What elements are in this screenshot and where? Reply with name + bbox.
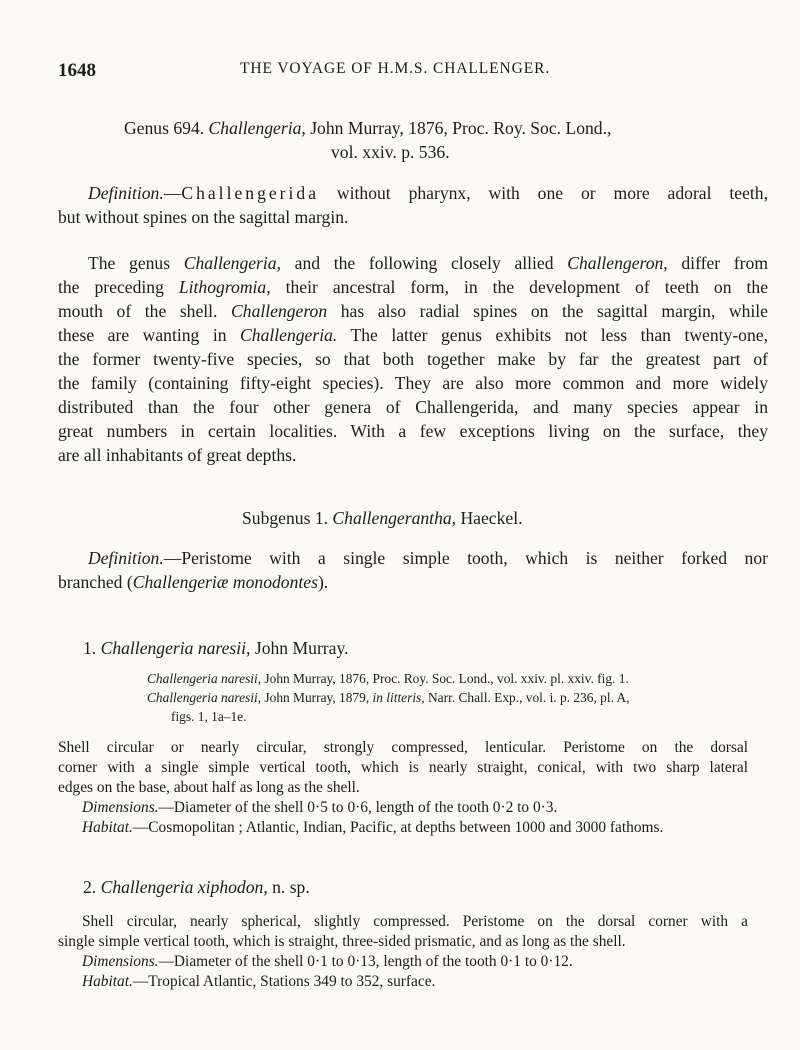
intro-line: the former twenty-five species, so that both together make by far the greatest part of bbox=[58, 349, 768, 369]
species-heading: 1. Challengeria naresii, John Murray. bbox=[83, 638, 349, 658]
species-description: Shell circular or nearly circular, strongly compressed, lenticular. Peristome on the dorsal corner with a single simple vertical tooth, which is nearly straight, conical, with two sharp lateral edges on the base, about half as long as the shell. Dimensions.—Diameter of the shell 0·5 to 0·6, length of the tooth 0·2 to 0·3. Habitat.—Cosmopolitan ; Atlantic, Indian, Pacific, at depths between 1000 and 3000 fathoms. bbox=[58, 739, 748, 836]
habitat-label: Habitat. bbox=[82, 973, 133, 990]
genus-heading bbox=[124, 118, 611, 139]
species-heading: 2. Challengeria xiphodon, n. sp. bbox=[83, 877, 310, 897]
spaced-word: Challengerida bbox=[181, 183, 320, 203]
subgenus-definition: Definition.—Peristome with a single simple tooth, which is neither forked nor branched (Challengeriæ monodontes). bbox=[58, 548, 768, 592]
reference-line: figs. 1, 1a–1e. bbox=[171, 709, 247, 724]
intro-line: distributed than the four other genera of Challengerida, and many species appear in bbox=[58, 397, 768, 417]
genus-definition bbox=[58, 181, 768, 229]
definition-label: Definition. bbox=[88, 548, 164, 568]
definition-dash: — bbox=[163, 183, 182, 203]
species-name: Challengeria naresii, bbox=[100, 638, 251, 658]
intro-line: The genus Challengeria, and the following closely allied Challengeron, differ from bbox=[88, 253, 768, 273]
page-number: 1648 bbox=[58, 60, 96, 81]
intro-line: are all inhabitants of great depths. bbox=[58, 445, 297, 465]
reference-line: Challengeria naresii, John Murray, 1876, Proc. Roy. Soc. Lond., vol. xxiv. pl. xxiv. fig. 1. bbox=[147, 671, 629, 686]
intro-line: great numbers in certain localities. With a few exceptions living on the surface, they bbox=[58, 421, 768, 441]
synonymy-references bbox=[147, 669, 745, 726]
dimensions-label: Dimensions. bbox=[82, 799, 159, 816]
dimensions-label: Dimensions. bbox=[82, 953, 159, 970]
genus-citation-line2: vol. xxiv. p. 536. bbox=[331, 142, 450, 162]
intro-line: the preceding Lithogromia, their ancestral form, in the development of teeth on the bbox=[58, 277, 769, 297]
intro-line: these are wanting in Challengeria. The latter genus exhibits not less than twenty-one, bbox=[58, 325, 768, 345]
habitat-label: Habitat. bbox=[82, 819, 133, 836]
intro-paragraph bbox=[58, 251, 768, 467]
genus-citation: , John Murray, 1876, Proc. Roy. Soc. Lond., bbox=[301, 118, 612, 138]
species-description: Shell circular, nearly spherical, slightly compressed. Peristome on the dorsal corner with a single simple vertical tooth, which is straight, three-sided prismatic, and as long as the shell. Dimensions.—Diameter of the shell 0·1 to 0·13, length of the tooth 0·1 to 0·12. Habitat.—Tropical Atlantic, Stations 349 to 352, surface. bbox=[58, 913, 748, 990]
subgenus-name: Challengerantha, bbox=[332, 508, 457, 528]
intro-line: mouth of the shell. Challengeron has also radial spines on the sagittal margin, while bbox=[58, 301, 768, 321]
running-title: THE VOYAGE OF H.M.S. CHALLENGER. bbox=[240, 60, 551, 77]
definition-line2: but without spines on the sagittal margin. bbox=[58, 207, 349, 227]
definition-line1: without pharynx, with one or more adoral teeth, bbox=[319, 183, 768, 203]
subgenus-heading: Subgenus 1. Challengerantha, Haeckel. bbox=[242, 508, 523, 528]
intro-line: the family (containing fifty-eight species). They are also more common and more widely bbox=[58, 373, 768, 393]
species-name: Challengeria xiphodon, bbox=[100, 877, 268, 897]
definition-label: Definition. bbox=[88, 183, 164, 203]
reference-line: Challengeria naresii, John Murray, 1879, in litteris, Narr. Chall. Exp., vol. i. p. 236, pl. A, bbox=[147, 690, 630, 705]
genus-name: Challengeria bbox=[208, 118, 302, 138]
genus-prefix: Genus 694. bbox=[124, 118, 209, 138]
